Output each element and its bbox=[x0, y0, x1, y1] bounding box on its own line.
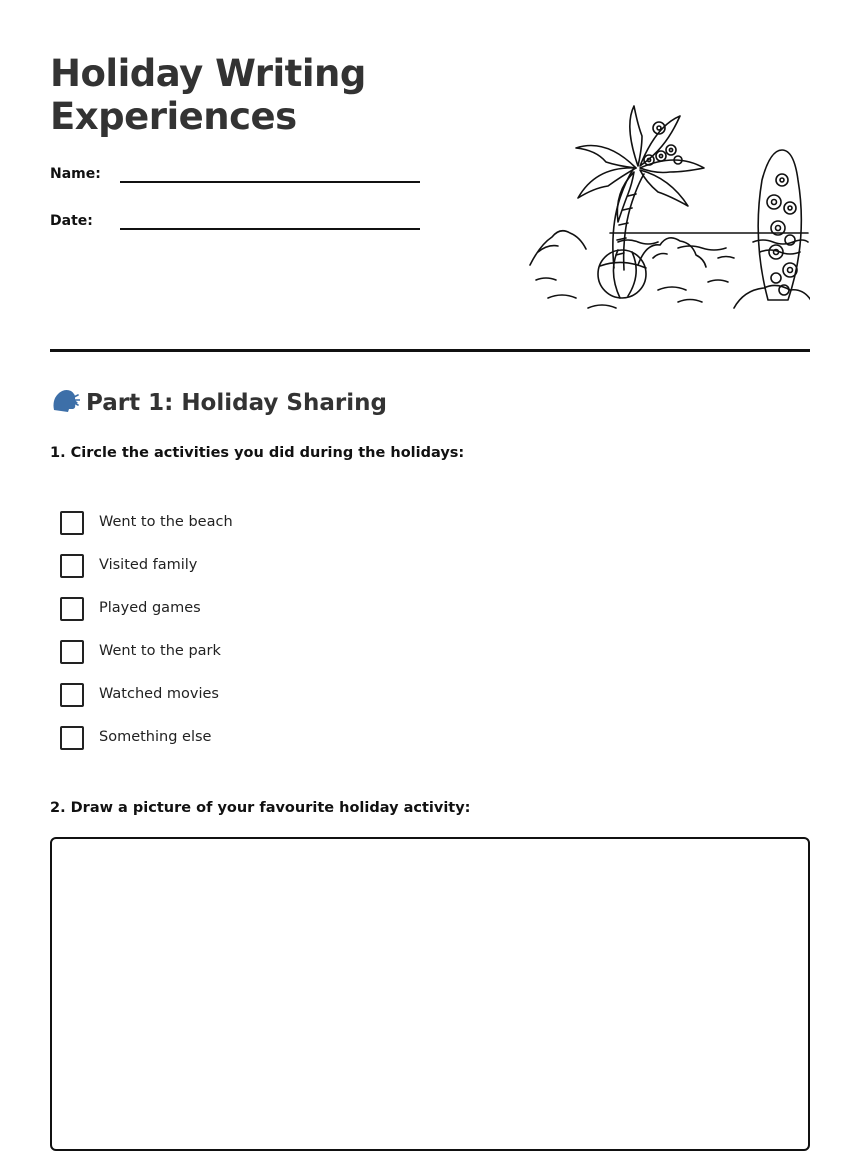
activity-option-games[interactable] bbox=[60, 597, 233, 640]
title-line-1: Holiday Writing bbox=[50, 52, 366, 95]
activity-option-park[interactable] bbox=[60, 640, 233, 683]
name-write-line[interactable] bbox=[120, 181, 420, 183]
activity-label: Played games bbox=[99, 600, 201, 616]
question-1: 1. Circle the activities you did during the holidays: bbox=[50, 445, 465, 461]
checkbox[interactable] bbox=[60, 511, 84, 535]
activity-option-beach[interactable] bbox=[60, 511, 233, 554]
activity-option-else[interactable] bbox=[60, 726, 233, 769]
name-label: Name: bbox=[50, 166, 101, 182]
activity-option-movies[interactable] bbox=[60, 683, 233, 726]
activity-option-family[interactable] bbox=[60, 554, 233, 597]
activity-label: Went to the park bbox=[99, 643, 221, 659]
part1-heading-text: Part 1: Holiday Sharing bbox=[86, 390, 387, 416]
activity-label: Went to the beach bbox=[99, 514, 233, 530]
drawing-area[interactable] bbox=[50, 837, 810, 1151]
date-label: Date: bbox=[50, 213, 93, 229]
activity-list bbox=[60, 511, 233, 769]
checkbox[interactable] bbox=[60, 597, 84, 621]
question-2: 2. Draw a picture of your favourite holiday activity: bbox=[50, 800, 471, 816]
beach-scene-illustration bbox=[528, 90, 810, 315]
name-field bbox=[50, 166, 420, 196]
checkbox[interactable] bbox=[60, 640, 84, 664]
checkbox[interactable] bbox=[60, 683, 84, 707]
activity-label: Watched movies bbox=[99, 686, 219, 702]
part1-heading bbox=[50, 388, 387, 416]
activity-label: Visited family bbox=[99, 557, 198, 573]
speaking-head-icon bbox=[50, 388, 80, 414]
activity-label: Something else bbox=[99, 729, 212, 745]
worksheet-page bbox=[50, 0, 810, 1161]
worksheet-title bbox=[50, 52, 470, 138]
date-write-line[interactable] bbox=[120, 228, 420, 230]
checkbox[interactable] bbox=[60, 726, 84, 750]
section-divider bbox=[50, 349, 810, 352]
checkbox[interactable] bbox=[60, 554, 84, 578]
date-field bbox=[50, 213, 420, 243]
title-line-2: Experiences bbox=[50, 95, 297, 138]
